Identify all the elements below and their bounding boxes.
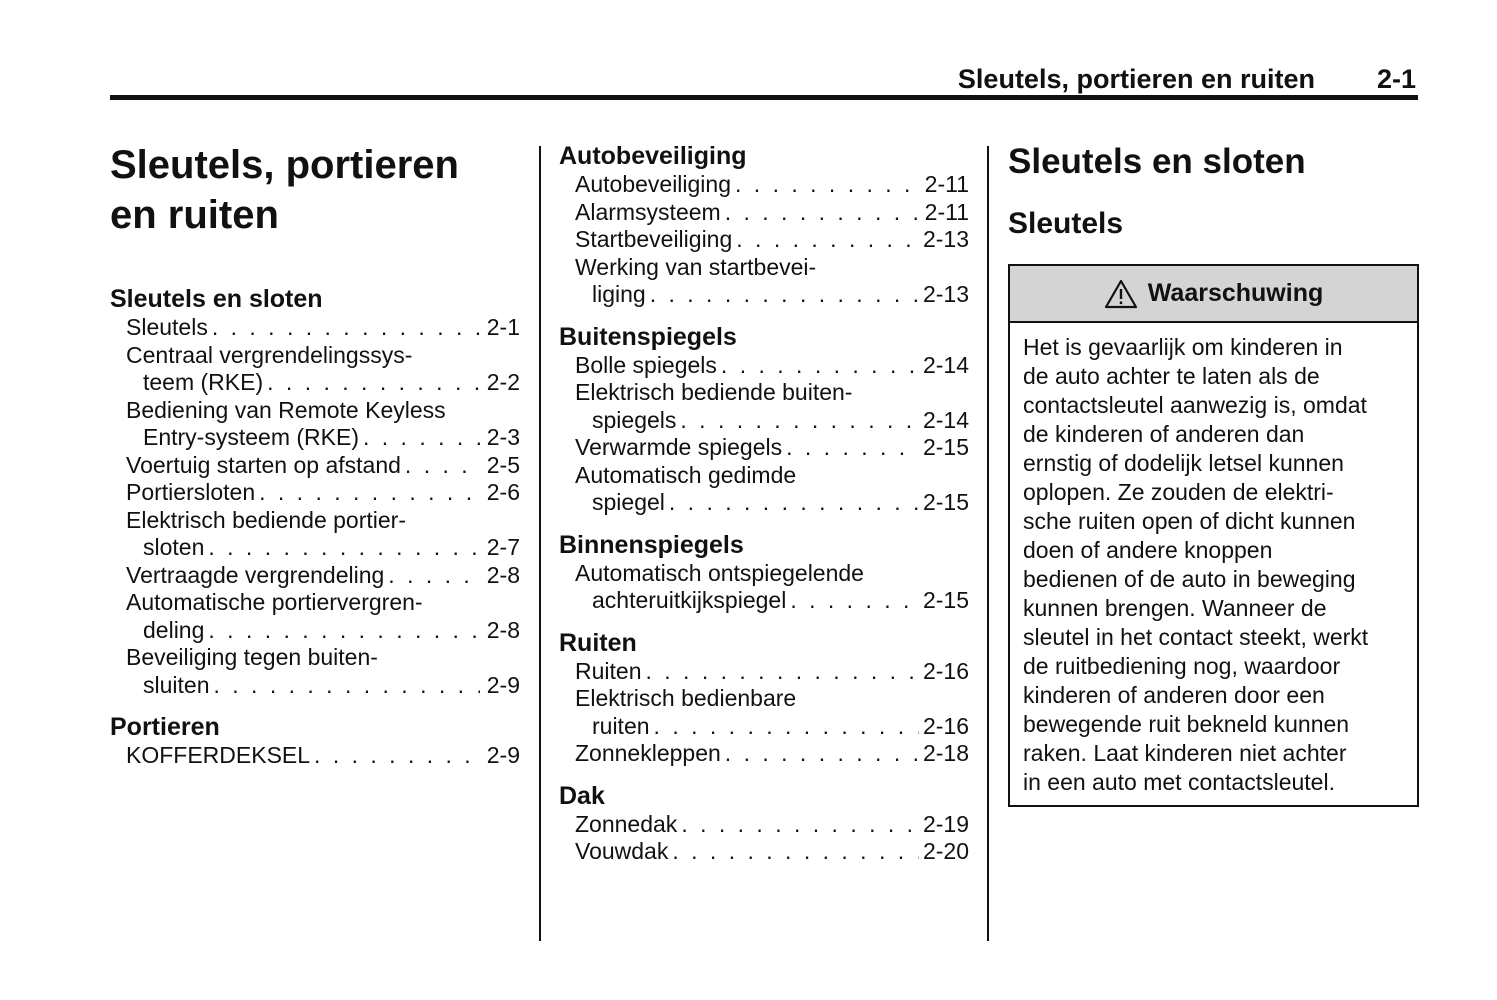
column-divider	[987, 146, 989, 941]
dot-leader	[680, 407, 919, 435]
warning-text-line: de ruitbediening nog, waardoor	[1023, 653, 1341, 679]
toc-section	[559, 323, 969, 517]
toc-page-number: 2-11	[924, 171, 969, 197]
toc-entry[interactable]	[559, 226, 969, 254]
toc-page-number: 2-16	[922, 657, 969, 684]
toc-entry[interactable]	[559, 352, 969, 380]
toc-section-title: Dak	[559, 781, 605, 810]
toc-entry[interactable]	[110, 589, 520, 644]
warning-triangle-icon	[1104, 279, 1138, 309]
toc-page-number: 2-20	[922, 838, 969, 864]
toc-page-number: 2-2	[486, 369, 520, 395]
toc-entry[interactable]	[559, 560, 969, 615]
dot-leader	[681, 811, 919, 839]
toc-page-number: 2-18	[922, 740, 969, 766]
toc-section-title: Portieren	[110, 713, 220, 741]
dot-leader	[725, 199, 921, 227]
toc-entry-label: Startbeveiliging	[575, 226, 733, 252]
toc-entry[interactable]	[559, 685, 969, 740]
toc-entry[interactable]	[110, 742, 520, 770]
dot-leader	[725, 740, 919, 768]
dot-leader	[669, 489, 919, 517]
toc-entry-label: Elektrisch bediende portier-	[126, 506, 406, 533]
toc-entry[interactable]	[110, 479, 520, 507]
toc-entry-label: Bolle spiegels	[575, 351, 717, 378]
section-heading: Sleutels en sloten	[1008, 142, 1306, 181]
toc-page-number: 2-13	[922, 226, 969, 252]
toc-entry[interactable]	[559, 811, 969, 839]
dot-leader	[212, 314, 480, 342]
toc-page-number: 2-7	[486, 534, 520, 560]
warning-text-line: in een auto met contactsleutel.	[1023, 769, 1335, 795]
toc-entry-label: Elektrisch bediende buiten-	[575, 379, 853, 405]
toc-entry[interactable]	[559, 434, 969, 462]
toc-page-number: 2-8	[486, 616, 520, 643]
toc-entry-label: Centraal vergrendelingssys-	[126, 341, 413, 368]
toc-page-number: 2-13	[922, 281, 969, 307]
toc-entry[interactable]	[559, 462, 969, 517]
toc-entry-label: Alarmsysteem	[575, 198, 721, 225]
toc-page-number: 2-16	[922, 712, 969, 739]
dot-leader	[363, 424, 480, 452]
warning-text-line: de auto achter te laten als de	[1023, 363, 1320, 389]
toc-page-number: 2-8	[486, 561, 520, 588]
toc-section	[559, 142, 969, 309]
dot-leader	[672, 838, 919, 866]
dot-leader	[786, 434, 919, 462]
dot-leader	[405, 452, 480, 480]
toc-entry-label: spiegel	[592, 489, 665, 515]
warning-text-line: sche ruiten open of dicht kunnen	[1023, 508, 1356, 534]
toc-entry[interactable]	[559, 171, 969, 199]
toc-entry-label: Automatische portiervergren-	[126, 589, 423, 615]
toc-page-number: 2-14	[922, 406, 969, 433]
toc-section	[559, 531, 969, 615]
toc-entry-label: teem (RKE)	[143, 369, 264, 395]
toc-entry[interactable]	[110, 644, 520, 699]
dot-leader	[208, 617, 480, 645]
warning-text-line: oplopen. Ze zouden de elektri-	[1023, 479, 1334, 505]
dot-leader	[735, 171, 921, 199]
toc-entry-label: achteruitkijkspiegel	[592, 587, 787, 613]
toc-entry[interactable]	[110, 342, 520, 397]
dot-leader	[645, 658, 918, 686]
warning-title: Waarschuwing	[1147, 279, 1324, 307]
toc-entry[interactable]	[559, 254, 969, 309]
subsection-heading: Sleutels	[1008, 207, 1124, 240]
toc-entry-label: Voertuig starten op afstand	[126, 451, 401, 478]
warning-text-line: doen of andere knoppen	[1023, 537, 1273, 563]
toc-page-number: 2-15	[922, 489, 969, 515]
toc-entry[interactable]	[110, 562, 520, 590]
toc-page-number: 2-11	[924, 198, 969, 225]
warning-text-line: kinderen of anderen door een	[1023, 682, 1325, 708]
toc-entry-label: Vertraagde vergrendeling	[126, 561, 385, 588]
toc-page-number: 2-15	[922, 587, 969, 613]
toc-entry-label: Sleutels	[126, 314, 208, 340]
toc-entry-label: Vouwdak	[575, 838, 669, 864]
dot-leader	[790, 587, 919, 615]
warning-text-line: ernstig of dodelijk letsel kunnen	[1023, 450, 1344, 476]
toc-page-number: 2-15	[922, 434, 969, 460]
toc-section-title: Binnenspiegels	[559, 530, 744, 559]
toc-entry-label: liging	[592, 281, 646, 307]
toc-entry-label: Beveiliging tegen buiten-	[126, 644, 378, 670]
page-number: 2-1	[1376, 64, 1416, 94]
chapter-title-line: Sleutels, portieren	[110, 143, 459, 187]
toc-entry[interactable]	[559, 199, 969, 227]
toc-column-2	[559, 142, 969, 866]
toc-page-number: 2-1	[486, 314, 520, 340]
toc-entry[interactable]	[110, 452, 520, 480]
toc-entry[interactable]	[110, 507, 520, 562]
toc-entry[interactable]	[559, 658, 969, 686]
toc-entry-label: sloten	[143, 534, 205, 560]
toc-page-number: 2-5	[486, 451, 520, 478]
warning-text-line: kunnen brengen. Wanneer de	[1023, 595, 1327, 621]
toc-entry-label: sluiten	[143, 671, 210, 698]
dot-leader	[388, 562, 480, 590]
warning-text-line: bedienen of de auto in beweging	[1023, 566, 1356, 592]
toc-entry-label: Ruiten	[575, 657, 642, 684]
dot-leader	[208, 534, 480, 562]
toc-entry-label: Verwarmde spiegels	[575, 434, 783, 460]
toc-section-title: Ruiten	[559, 628, 637, 657]
dot-leader	[259, 479, 480, 507]
chapter-title-line: en ruiten	[110, 193, 279, 237]
toc-entry-label: spiegels	[592, 406, 677, 433]
warning-box	[1008, 264, 1419, 807]
toc-page-number: 2-9	[486, 671, 520, 698]
dot-leader	[650, 281, 919, 309]
toc-page-number: 2-19	[922, 810, 969, 837]
toc-entry-label: Autobeveiliging	[575, 171, 732, 197]
toc-entry-label: Portiersloten	[126, 479, 256, 505]
toc-entry-label: Entry-systeem (RKE)	[143, 424, 359, 450]
page-header	[110, 58, 1418, 100]
toc-page-number: 2-6	[486, 479, 520, 505]
dot-leader	[654, 713, 919, 741]
dot-leader	[267, 369, 480, 397]
toc-entry-label: ruiten	[592, 712, 650, 739]
toc-entry[interactable]	[110, 397, 520, 452]
toc-entry-label: Zonnedak	[575, 810, 678, 837]
warning-text	[1010, 323, 1417, 805]
toc-entry-label: deling	[143, 616, 205, 643]
toc-section	[559, 782, 969, 866]
warning-text-line: raken. Laat kinderen niet achter	[1023, 740, 1347, 766]
toc-section	[559, 629, 969, 768]
toc-entry-label: Zonnekleppen	[575, 740, 721, 766]
dot-leader	[213, 672, 480, 700]
toc-section-title: Sleutels en sloten	[110, 285, 323, 313]
toc-page-number: 2-14	[922, 351, 969, 378]
header-title: Sleutels, portieren en ruiten	[957, 64, 1315, 94]
warning-header	[1010, 266, 1417, 323]
toc-section	[110, 285, 520, 699]
toc-section-title: Autobeveiliging	[559, 142, 747, 170]
toc-entry-label: Elektrisch bedienbare	[575, 685, 797, 711]
toc-entry[interactable]	[559, 379, 969, 434]
toc-page-number: 2-3	[486, 424, 520, 450]
warning-text-line: contactsleutel aanwezig is, omdat	[1023, 392, 1367, 418]
warning-text-line: de kinderen of anderen dan	[1023, 421, 1305, 447]
warning-text-line: Het is gevaarlijk om kinderen in	[1023, 334, 1343, 360]
toc-entry-label: KOFFERDEKSEL	[126, 742, 311, 768]
toc-entry[interactable]	[559, 838, 969, 866]
toc-entry-label: Bediening van Remote Keyless	[126, 396, 446, 423]
dot-leader	[736, 226, 919, 254]
chapter-title	[110, 140, 520, 240]
toc-entry-label: Werking van startbevei-	[575, 253, 817, 280]
toc-entry[interactable]	[559, 740, 969, 768]
column-divider	[539, 146, 541, 941]
toc-entry-label: Automatisch gedimde	[575, 461, 797, 488]
toc-column-1	[110, 140, 520, 770]
dot-leader	[314, 742, 480, 770]
toc-section	[110, 713, 520, 770]
toc-entry-label: Automatisch ontspiegelende	[575, 559, 864, 586]
toc-entry[interactable]	[110, 314, 520, 342]
toc-page-number: 2-9	[486, 742, 520, 768]
content-column	[1008, 140, 1419, 807]
dot-leader	[721, 352, 919, 380]
warning-text-line: sleutel in het contact steekt, werkt	[1023, 624, 1369, 650]
toc-section-title: Buitenspiegels	[559, 322, 737, 351]
warning-text-line: bewegende ruit bekneld kunnen	[1023, 711, 1350, 737]
